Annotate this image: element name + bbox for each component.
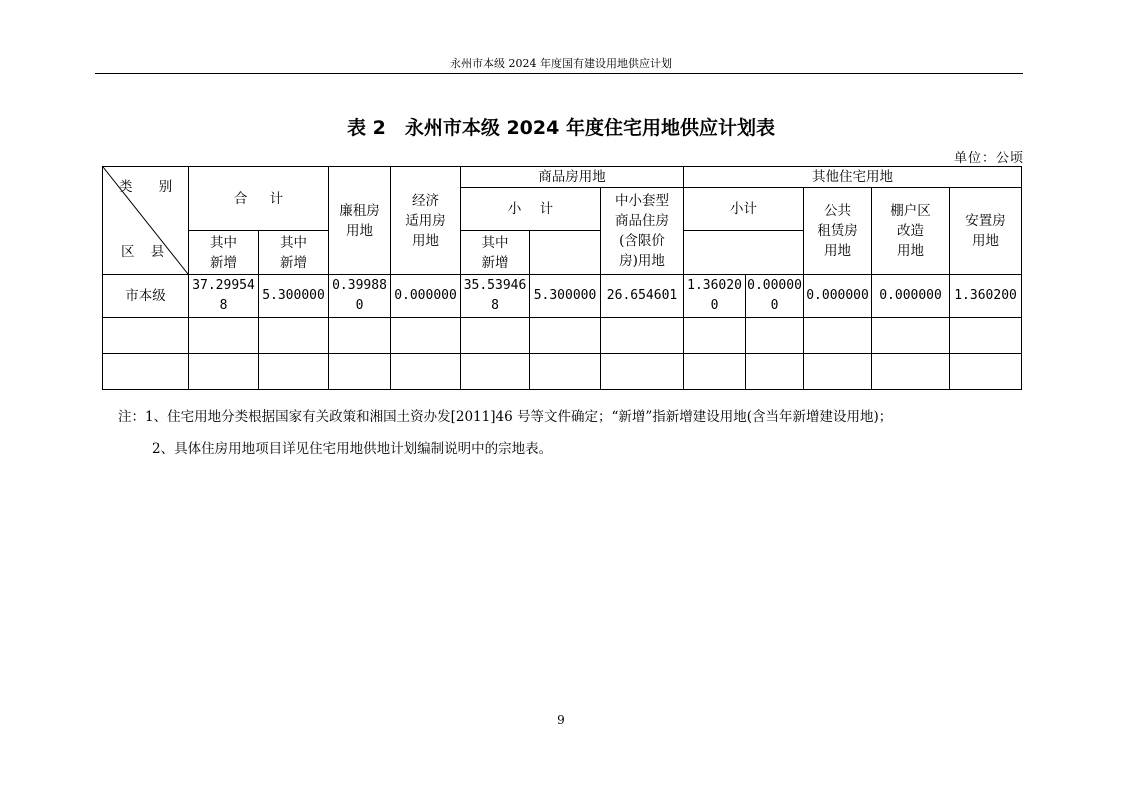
row-region: 市本级 <box>103 275 189 318</box>
note-1: 注：1、住宅用地分类根据国家有关政策和湘国土资办发[2011]46 号等文件确定；“新增”指新增建设用地(含当年新增建设用地)； <box>118 409 893 425</box>
col-other-subtotal-header: 小计 <box>684 188 804 231</box>
col-lowrent-header: 廉租房 用地 <box>329 167 391 275</box>
empty-table-row <box>103 354 1022 390</box>
cell-total-new: 5.300000 <box>259 275 329 318</box>
col-comm-new-header: 其中 新增 <box>259 231 329 275</box>
cell-resettlement: 1.360200 <box>950 275 1022 318</box>
cell-comm-new: 5.300000 <box>530 275 601 318</box>
col-comm-small-header: 中小套型 商品住房 (含限价 房)用地 <box>601 188 684 275</box>
table-row <box>103 275 1022 318</box>
col-affordable-header: 经济 适用房 用地 <box>391 167 461 275</box>
cell-other-new: 0.000000 <box>746 275 804 318</box>
group-commercial-header: 商品房用地 <box>461 167 684 188</box>
note-2: 2、具体住房用地项目详见住宅用地供地计划编制说明中的宗地表。 <box>152 441 553 457</box>
cell-public-rental: 0.000000 <box>804 275 872 318</box>
col-other-new-header: 其中 新增 <box>461 231 530 275</box>
empty-table-row <box>103 318 1022 354</box>
running-header: 永州市本级 2024 年度国有建设用地供应计划 <box>450 57 672 70</box>
cell-comm-subtotal: 35.539468 <box>461 275 530 318</box>
header-rule <box>95 73 1023 74</box>
col-total-header: 合 计 <box>189 167 329 231</box>
col-public-rental-header: 公共 租赁房 用地 <box>804 188 872 275</box>
col-resettlement-header: 安置房 用地 <box>950 188 1022 275</box>
housing-land-supply-table <box>102 166 1022 390</box>
col-total-new-header: 其中 新增 <box>189 231 259 275</box>
cell-total: 37.299548 <box>189 275 259 318</box>
page-number: 9 <box>557 713 565 727</box>
cell-comm-small: 26.654601 <box>601 275 684 318</box>
group-other-header: 其他住宅用地 <box>684 167 1022 188</box>
col-comm-subtotal-header: 小 计 <box>461 188 601 231</box>
corner-diagonal-header <box>103 167 189 275</box>
corner-region-label: 区 县 <box>121 244 165 260</box>
unit-label: 单位：公顷 <box>953 151 1024 166</box>
cell-lowrent: 0.399880 <box>329 275 391 318</box>
col-shantytown-header: 棚户区 改造 用地 <box>872 188 950 275</box>
cell-other-subtotal: 1.360200 <box>684 275 746 318</box>
corner-category-label: 类 别 <box>119 179 173 195</box>
table-title: 表 2 永州市本级 2024 年度住宅用地供应计划表 <box>347 117 775 139</box>
cell-affordable: 0.000000 <box>391 275 461 318</box>
cell-shantytown: 0.000000 <box>872 275 950 318</box>
